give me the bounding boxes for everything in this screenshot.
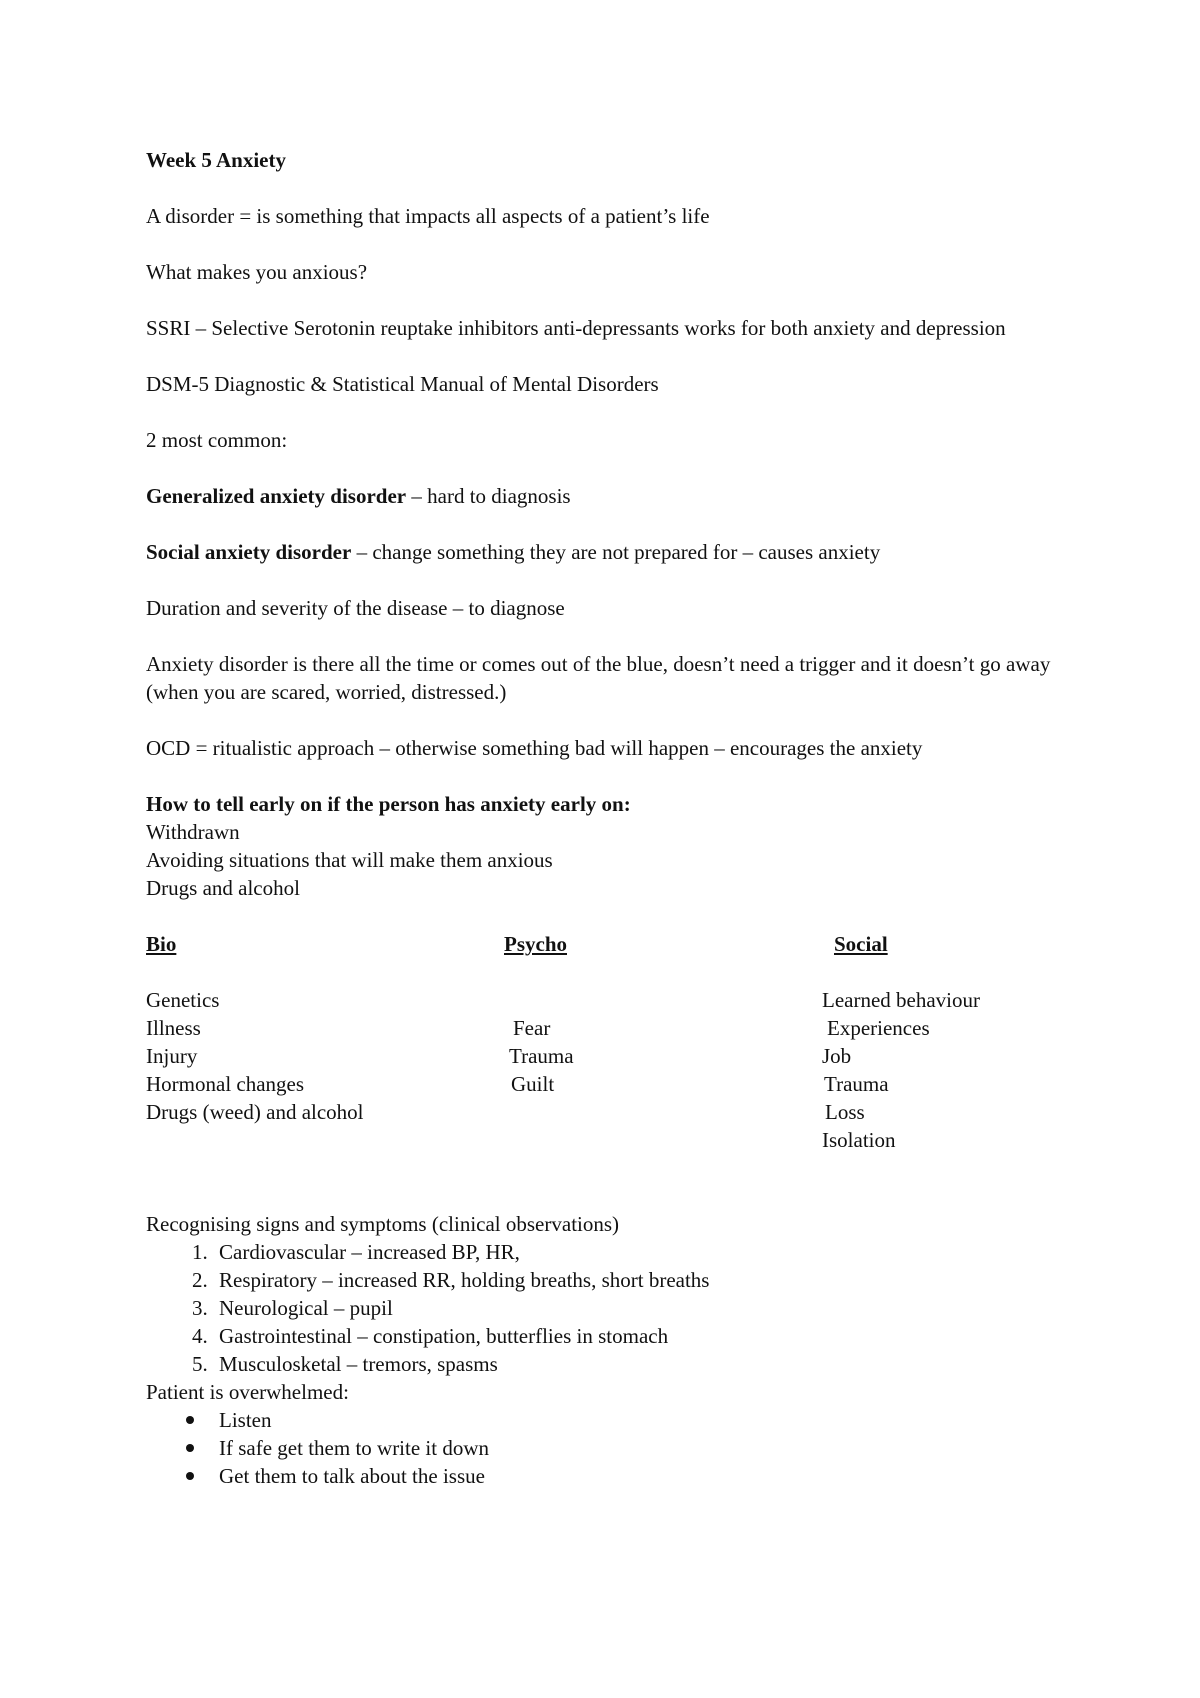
sad-paragraph — [146, 538, 1076, 566]
list-number: 3. — [192, 1296, 208, 1320]
list-text: Cardiovascular – increased BP, HR, — [219, 1240, 520, 1264]
bio-item: Drugs (weed) and alcohol — [146, 1100, 364, 1124]
bio-item: Illness — [146, 1016, 201, 1040]
sad-term: Social anxiety disorder — [146, 540, 352, 564]
bio-psycho-social-table — [146, 930, 1076, 1154]
list-item — [146, 1434, 1076, 1462]
early-signs-heading: How to tell early on if the person has anxiety early on: — [146, 792, 631, 816]
list-text: If safe get them to write it down — [219, 1436, 490, 1460]
early-sign-item: Drugs and alcohol — [146, 876, 300, 900]
document-body — [146, 146, 1076, 1490]
gad-description: – hard to diagnosis — [406, 484, 571, 508]
social-item: Trauma — [824, 1072, 889, 1096]
gad-paragraph — [146, 482, 1076, 510]
bio-column — [146, 930, 364, 1126]
list-text: Neurological – pupil — [219, 1296, 393, 1320]
signs-list — [146, 1238, 1076, 1378]
bullet-icon — [146, 1434, 219, 1462]
ocd-note: OCD = ritualistic approach – otherwise something bad will happen – encourages the anxiety — [146, 736, 923, 760]
social-item: Learned behaviour — [822, 988, 981, 1012]
bio-heading: Bio — [146, 932, 177, 956]
list-number: 1. — [192, 1240, 208, 1264]
early-sign-item: Avoiding situations that will make them anxious — [146, 848, 553, 872]
list-item — [146, 1266, 1076, 1294]
list-number: 4. — [192, 1324, 208, 1348]
bio-item: Injury — [146, 1044, 198, 1068]
list-text: Get them to talk about the issue — [219, 1464, 485, 1488]
signs-heading: Recognising signs and symptoms (clinical observations) — [146, 1212, 620, 1236]
disorder-definition: A disorder = is something that impacts all aspects of a patient’s life — [146, 204, 710, 228]
bio-item: Hormonal changes — [146, 1072, 305, 1096]
list-item — [146, 1462, 1076, 1490]
social-item: Experiences — [827, 1016, 930, 1040]
document-title: Week 5 Anxiety — [146, 148, 286, 172]
list-text: Gastrointestinal – constipation, butterflies in stomach — [219, 1324, 669, 1348]
social-item: Isolation — [822, 1128, 896, 1152]
ssri-note: SSRI – Selective Serotonin reuptake inhibitors anti-depressants works for both anxiety and depression — [146, 316, 1006, 340]
psycho-item: Guilt — [511, 1072, 555, 1096]
overwhelmed-heading: Patient is overwhelmed: — [146, 1380, 349, 1404]
social-item: Loss — [825, 1100, 865, 1124]
anxiety-disorder-note: Anxiety disorder is there all the time or comes out of the blue, doesn’t need a trigger and it doesn’t go away (when you are scared, worried, distressed.) — [146, 652, 1051, 704]
list-item — [146, 1350, 1076, 1378]
list-number: 5. — [192, 1352, 208, 1376]
psycho-heading: Psycho — [504, 932, 567, 956]
anxious-question: What makes you anxious? — [146, 260, 368, 284]
signs-section — [146, 1210, 1076, 1378]
social-heading: Social — [834, 932, 888, 956]
psycho-spacer — [504, 986, 574, 1014]
most-common-label: 2 most common: — [146, 428, 288, 452]
gad-term: Generalized anxiety disorder — [146, 484, 407, 508]
early-signs-section — [146, 790, 1076, 902]
early-sign-item: Withdrawn — [146, 820, 240, 844]
sad-description: – change something they are not prepared for – causes anxiety — [351, 540, 881, 564]
list-text: Respiratory – increased RR, holding breaths, short breaths — [219, 1268, 710, 1292]
psycho-item: Trauma — [509, 1044, 574, 1068]
overwhelmed-section — [146, 1378, 1076, 1490]
psycho-column — [504, 930, 574, 1098]
list-item — [146, 1406, 1076, 1434]
social-item: Job — [822, 1044, 852, 1068]
bullet-icon — [146, 1462, 219, 1490]
psycho-item: Fear — [513, 1016, 551, 1040]
bullet-icon — [146, 1406, 219, 1434]
duration-note: Duration and severity of the disease – to diagnose — [146, 596, 565, 620]
list-text: Listen — [219, 1408, 272, 1432]
list-item — [146, 1294, 1076, 1322]
list-item — [146, 1322, 1076, 1350]
list-number: 2. — [192, 1268, 208, 1292]
dsm-note: DSM-5 Diagnostic & Statistical Manual of Mental Disorders — [146, 372, 659, 396]
social-column — [822, 930, 980, 1154]
overwhelmed-list — [146, 1406, 1076, 1490]
list-item — [146, 1238, 1076, 1266]
list-text: Musculosketal – tremors, spasms — [219, 1352, 498, 1376]
bio-item: Genetics — [146, 988, 220, 1012]
